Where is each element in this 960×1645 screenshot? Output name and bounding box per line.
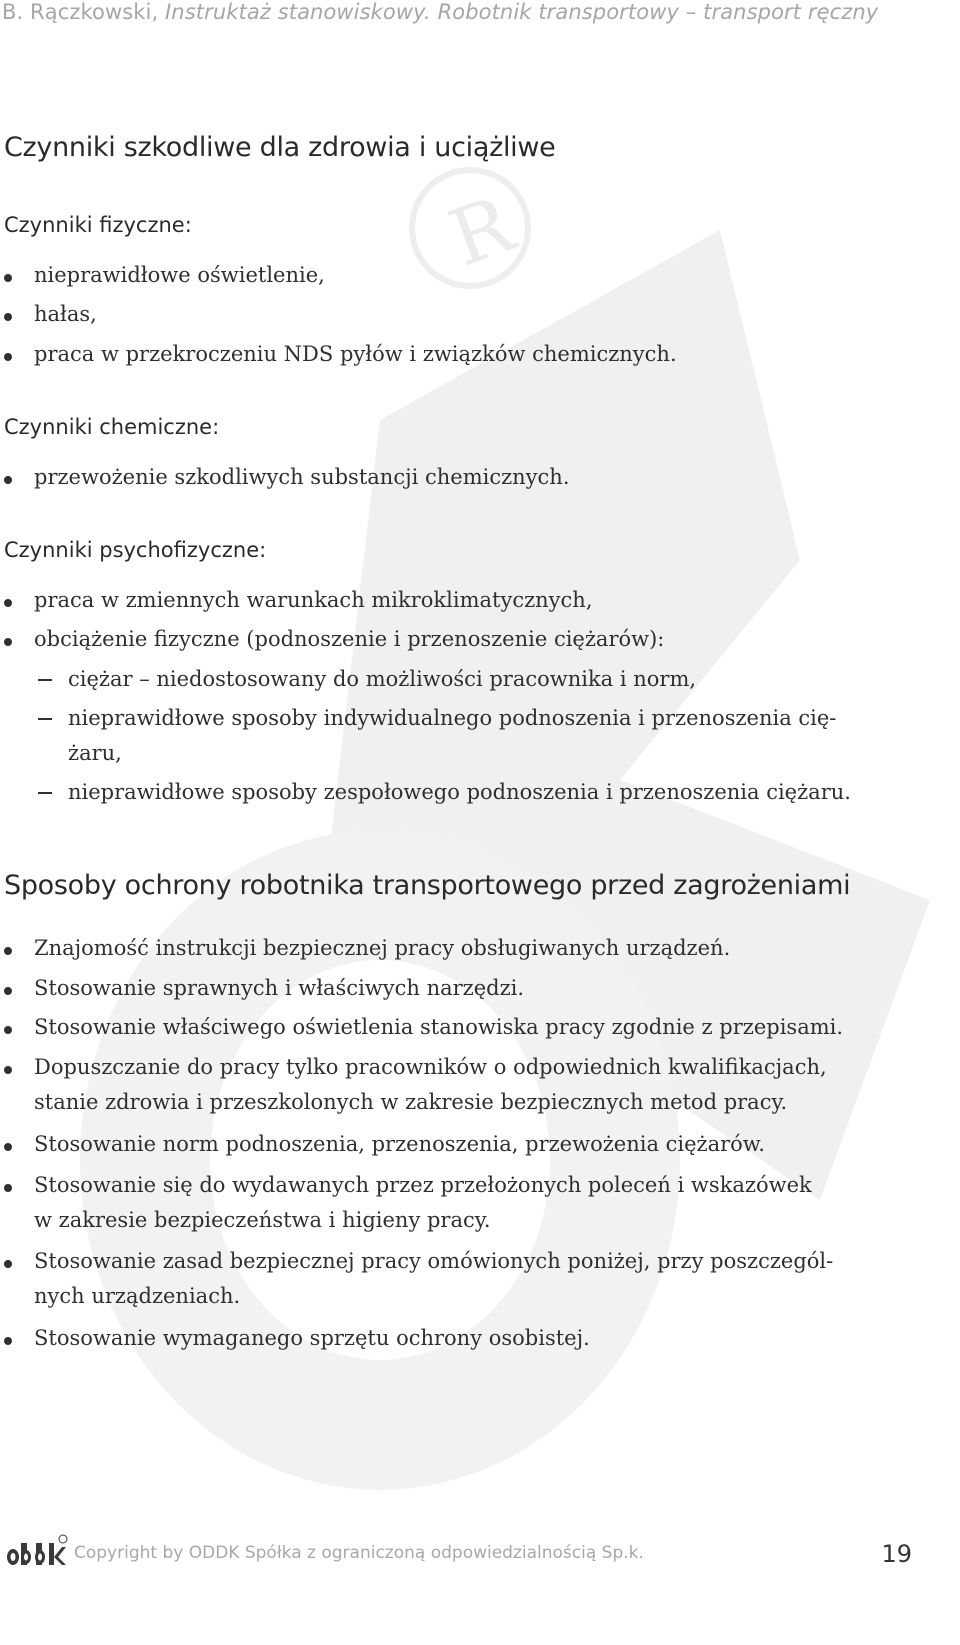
section-title-hazards: Czynniki szkodliwe dla zdrowia i uciążliwe [4,132,556,163]
heading-chemical: Czynniki chemiczne: [4,415,220,439]
section-title-protection: Sposoby ochrony robotnika transportowego przed zagrożeniami [4,870,851,901]
running-head-author: B. Rączkowski, [2,0,159,24]
dash-icon [38,792,52,794]
bullet-icon [4,274,12,282]
bullet-icon [4,1260,12,1268]
bullet-icon [4,1066,12,1074]
page-number: 19 [881,1540,912,1568]
bullet-icon [4,313,12,321]
footer-copyright: Copyright by ODDK Spółka z ograniczoną odpowiedzialnością Sp.k. [74,1543,644,1563]
dash-icon [38,679,52,681]
svg-text:R: R [438,179,525,285]
bullet-icon [4,947,12,955]
bullet-icon [4,1337,12,1345]
dash-icon [38,718,52,720]
running-head-title: Instruktaż stanowiskowy. Robotnik transportowy – transport ręczny [165,0,879,24]
sub-list-item-continuation: żaru, [68,741,122,765]
list-item-continuation: nych urządzeniach. [34,1284,241,1308]
list-item-continuation: stanie zdrowia i przeszkolonych w zakresie bezpiecznych metod pracy. [34,1090,788,1114]
list-item-continuation: w zakresie bezpieczeństwa i higieny pracy. [34,1208,491,1232]
heading-psychophysical: Czynniki psychofizyczne: [4,538,267,562]
heading-physical: Czynniki fizyczne: [4,213,192,237]
running-head [2,0,878,24]
oddk-logo [6,1533,68,1567]
bullet-icon [4,599,12,607]
bullet-icon [4,638,12,646]
bullet-icon [4,1143,12,1151]
page: B. Rączkowski, Instruktaż stanowiskowy. Robotnik transportowy – transport ręczny Czynniki szkodliwe dla zdrowia i uciążliwe Czynniki fizyczne: nieprawidłowe oświetlenie, hałas, praca w przekroczeniu NDS pyłów i związków chemicznych. Czynniki chemiczne: przewożenie szkodliwych substancji chemicznych. Czynniki psychofizyczne: praca w zmiennych warunkach mikroklimatycznych, obciążenie fizyczne (podnoszenie i przenoszenie ciężarów): ciężar – niedostosowany do możliwości pracownika i norm, nieprawidłowe sposoby indywidualnego podnoszenia i przenoszenia cię- żaru, nieprawidłowe sposoby zespołowego podnoszenia i przenoszenia ciężaru. Sposoby ochrony robotnika transportowego przed zagrożeniami Znajomość instrukcji bezpiecznej pracy obsługiwanych urządzeń. Stosowanie sprawnych i właściwych narzędzi. Stosowanie właściwego oświetlenia stanowiska pracy zgodnie z przepisami. Dopuszczanie do pracy tylko pracowników o odpowiednich kwalifikacjach, stanie zdrowia i przeszkolonych w zakresie bezpiecznych metod pracy. Stosowanie norm podnoszenia, przenoszenia, przewożenia ciężarów. Stosowanie się do wydawanych przez przełożonych poleceń i wskazówek w zakresie bezpieczeństwa i higieny pracy. Stosowanie zasad bezpiecznej pracy omówionych poniżej, przy poszczegól- nych urządzeniach. Stosowanie wymaganego sprzętu ochrony osobistej. Copyright by ODDK Spółka z ograniczoną odpowiedzialnością Sp.k. 19 [2,0,912,1568]
bullet-icon [4,1026,12,1034]
bullet-icon [4,1184,12,1192]
bullet-icon [4,476,12,484]
bullet-icon [4,987,12,995]
bullet-icon [4,353,12,361]
